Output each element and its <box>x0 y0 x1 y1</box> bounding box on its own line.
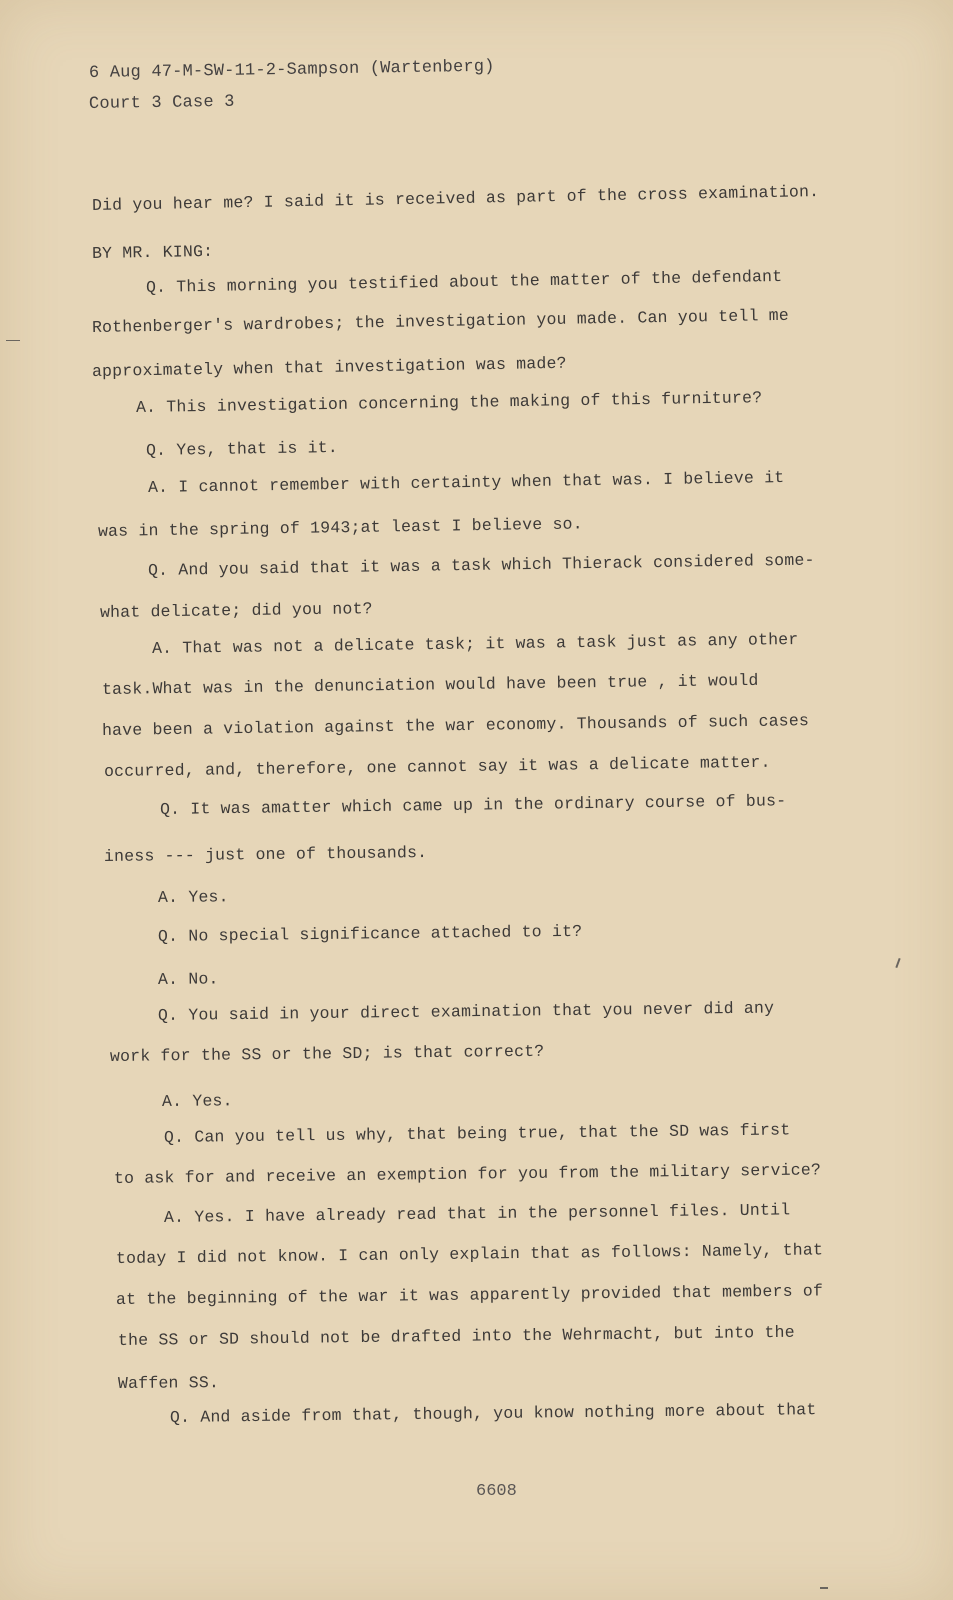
transcript-line: A. This investigation concerning the making of this furniture? <box>135 388 763 417</box>
transcript-line: today I did not know. I can only explain that as follows: Namely, that <box>115 1240 824 1268</box>
transcript-line: occurred, and, therefore, one cannot say it was a delicate matter. <box>103 752 771 781</box>
transcript-line: work for the SS or the SD; is that correct? <box>109 1041 545 1066</box>
transcript-line: what delicate; did you not? <box>99 599 373 622</box>
transcript-line: Q. And aside from that, though, you know nothing more about that <box>169 1400 817 1427</box>
page-number: 6608 <box>476 1482 517 1501</box>
transcript-line: Q. It was amatter which came up in the ordinary course of bus- <box>159 791 787 819</box>
transcript-line: at the beginning of the war it was apparently provided that members of <box>115 1281 824 1309</box>
transcript-line: A. Yes. <box>157 887 229 907</box>
transcript-line: Waffen SS. <box>117 1373 220 1393</box>
transcript-line: approximately when that investigation was made? <box>91 353 567 381</box>
transcript-line: the SS or SD should not be drafted into the Wehrmacht, but into the <box>117 1322 795 1350</box>
transcript-line: Q. You said in your direct examination that you never did any <box>157 998 775 1025</box>
transcript-line: to ask for and receive an exemption for you from the military service? <box>113 1160 822 1188</box>
transcript-line: Q. No special significance attached to it? <box>157 921 583 946</box>
transcript-line: have been a violation against the war economy. Thousands of such cases <box>101 711 810 740</box>
header-court-case: Court 3 Case 3 <box>88 92 235 114</box>
transcript-line: Q. And you said that it was a task which Thierack considered some- <box>147 550 815 580</box>
transcript-line: Q. Yes, that is it. <box>145 437 339 460</box>
transcript-line: BY MR. KING: <box>91 241 214 263</box>
margin-mark <box>6 340 20 341</box>
transcript-line: A. Yes. <box>161 1091 233 1111</box>
transcript-line: Q. Can you tell us why, that being true, that the SD was first <box>163 1120 791 1147</box>
transcript-line: Did you hear me? I said it is received as part of the cross examination. <box>91 182 820 215</box>
transcript-line: A. That was not a delicate task; it was a task just as any other <box>151 629 799 658</box>
transcript-line: A. I cannot remember with certainty when that was. I believe it <box>147 468 785 497</box>
transcript-line: A. Yes. I have already read that in the personnel files. Until <box>163 1200 791 1227</box>
transcript-line: A. No. <box>157 969 219 989</box>
margin-mark <box>895 958 900 968</box>
transcript-line: Rothenberger's wardrobes; the investigation you made. Can you tell me <box>91 305 790 337</box>
margin-mark <box>820 1587 828 1589</box>
transcript-line: task.What was in the denunciation would have been true , it would <box>101 670 759 699</box>
transcript-line: iness --- just one of thousands. <box>103 843 428 866</box>
header-case-reference: 6 Aug 47-M-SW-11-2-Sampson (Wartenberg) <box>88 57 495 83</box>
transcript-line: was in the spring of 1943;at least I believe so. <box>97 514 583 541</box>
transcript-line: Q. This morning you testified about the matter of the defendant <box>145 266 783 297</box>
